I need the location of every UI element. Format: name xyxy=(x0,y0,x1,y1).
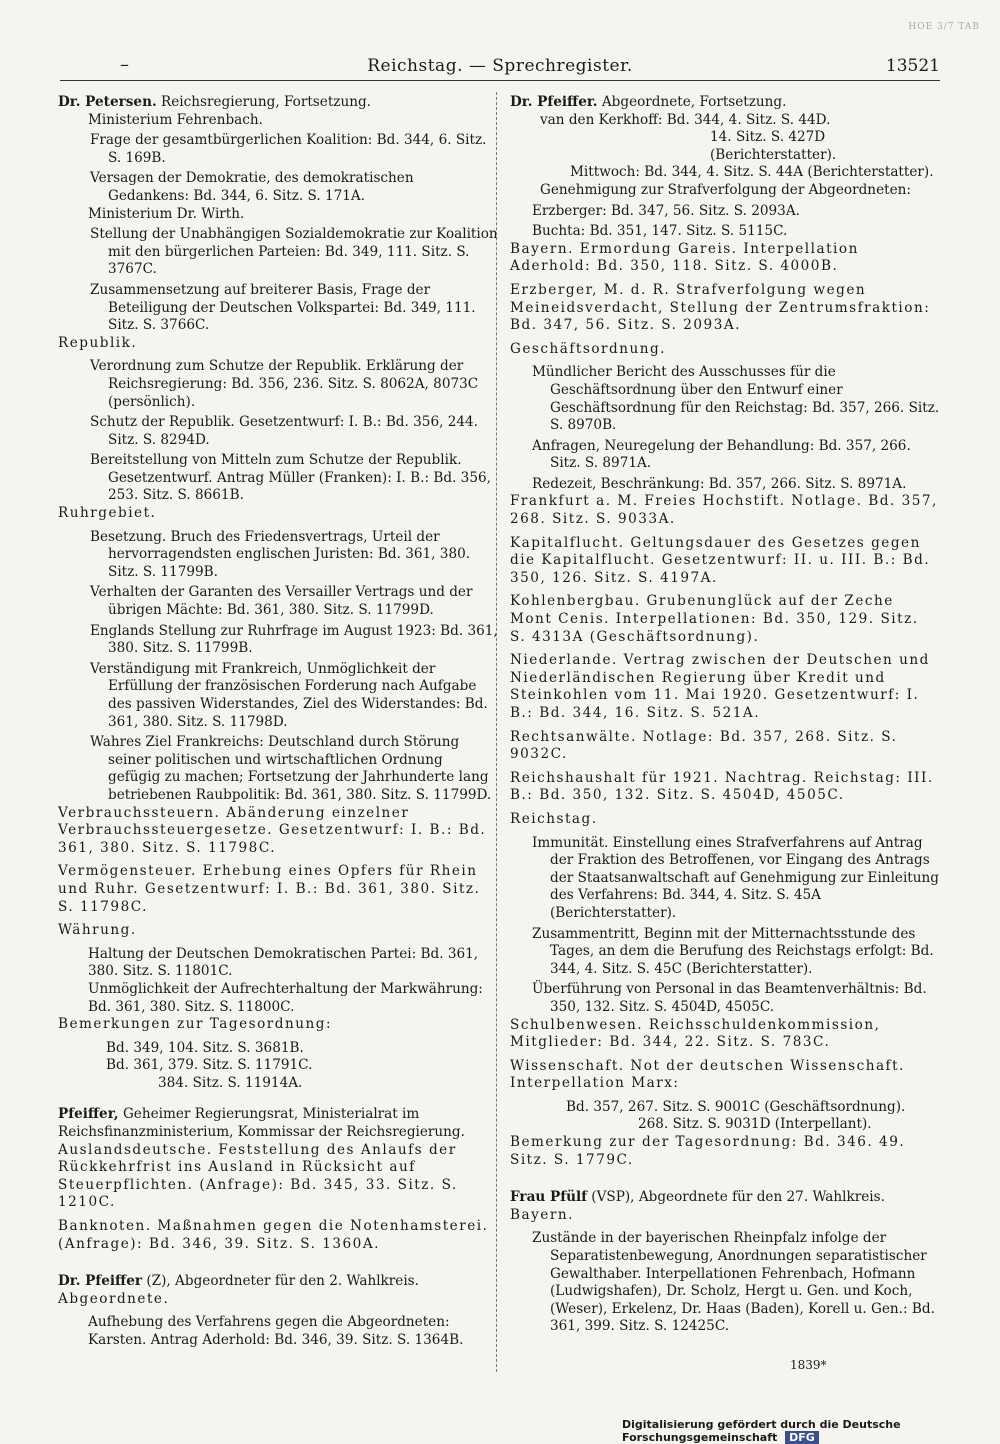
register-line: Anfragen, Neuregelung der Behandlung: Bd. 357, 266. Sitz. S. 8971A. xyxy=(532,437,911,472)
register-line: 268. Sitz. S. 9031D (Interpellant). xyxy=(638,1116,872,1133)
register-line: Bd. 349, 104. Sitz. S. 3681B. xyxy=(106,1039,304,1056)
person-description: Geheimer Regierungsrat, Ministerialrat im Reichsfinanzministerium, Kommissar der Reichsregierung. xyxy=(58,1106,465,1141)
register-line: Erzberger: Bd. 347, 56. Sitz. S. 2093A. xyxy=(532,202,800,219)
left-column xyxy=(58,94,498,1350)
subject-heading: Bemerkung zur der Tagesordnung: Bd. 346. 49. Sitz. S. 1779C. xyxy=(510,1134,906,1168)
register-line: Zusammentritt, Beginn mit der Mitternachtsstunde des Tages, an dem die Berufung des Reichstags erfolgt: Bd. 344, 4. Sitz. S. 45C (Berichterstatter). xyxy=(532,925,934,977)
subject-heading: Auslandsdeutsche. Feststellung des Anlaufs der Rückkehrfrist ins Ausland in Rücksicht auf Steuerpflichten. (Anfrage): Bd. 345, 33. Sitz. S. 1210C. xyxy=(58,1141,458,1211)
person-description: Abgeordnete, Fortsetzung. xyxy=(601,94,787,110)
person-description: Reichsregierung, Fortsetzung. xyxy=(161,94,371,110)
subject-heading: Geschäftsordnung. xyxy=(510,340,666,357)
register-line: Bereitstellung von Mitteln zum Schutze der Republik. Gesetzentwurf. Antrag Müller (Franken): I. B.: Bd. 356, 253. Sitz. S. 8661B. xyxy=(90,452,491,504)
register-line: Ministerium Fehrenbach. xyxy=(88,111,263,128)
register-line: van den Kerkhoff: Bd. 344, 4. Sitz. S. 44D. xyxy=(540,111,831,128)
spacer xyxy=(510,1175,940,1189)
person-name: Dr. Pfeiffer xyxy=(58,1273,143,1290)
spacer xyxy=(58,1259,498,1273)
subject-heading: Schulbenwesen. Reichsschuldenkommission, Mitglieder: Bd. 344, 22. Sitz. S. 783C. xyxy=(510,1016,881,1051)
register-line: Schutz der Republik. Gesetzentwurf: I. B.: Bd. 356, 244. Sitz. S. 8294D. xyxy=(90,414,479,448)
subject-heading: Bayern. xyxy=(510,1206,574,1223)
subject-heading: Währung. xyxy=(58,922,137,939)
register-line: 384. Sitz. S. 11914A. xyxy=(158,1074,303,1091)
subject-heading: Bemerkungen zur Tagesordnung: xyxy=(58,1016,333,1033)
register-entry-heading xyxy=(510,1189,940,1207)
register-line: Zustände in der bayerischen Rheinpfalz infolge der Separatistenbewegung, Anordnungen separatistischer Gewalthaber. Interpellationen Fehrenbach, Hofmann (Ludwigshafen), Dr. Scholz, Hergt u. Gen. und Koch, (Weser), Erkelenz, Dr. Haas (Baden), Korell u. Gen.: Bd. 361, 399. Sitz. S. 12425C. xyxy=(532,1230,935,1335)
subject-heading: Republik. xyxy=(58,334,138,351)
register-line: Englands Stellung zur Ruhrfrage im August 1923: Bd. 361, 380. Sitz. S. 11799B. xyxy=(90,622,498,657)
subject-heading: Ruhrgebiet. xyxy=(58,505,157,522)
person-name: Pfeiffer, xyxy=(58,1106,119,1123)
register-entry-heading xyxy=(58,1106,498,1141)
person-name: Dr. Petersen. xyxy=(58,94,157,110)
register-line: Wahres Ziel Frankreichs: Deutschland durch Störung seiner politischen und wirtschaftlichen Ordnung gefügig zu machen; Fortsetzung der Jahrhunderte lang betriebenen Raubpolitik: Bd. 361, 380. Sitz. S. 11799D. xyxy=(90,734,492,803)
subject-heading: Wissenschaft. Not der deutschen Wissenschaft. Interpellation Marx: xyxy=(510,1057,905,1092)
register-entry-heading xyxy=(510,94,940,112)
register-line: Mündlicher Bericht des Ausschusses für die Geschäftsordnung über den Entwurf einer Geschäftsordnung für den Reichstag: Bd. 357, 266. Sitz. S. 8970B. xyxy=(532,364,940,434)
register-entry-heading xyxy=(58,1273,498,1291)
register-line: Mittwoch: Bd. 344, 4. Sitz. S. 44A (Berichterstatter). xyxy=(570,164,934,181)
person-name: Frau Pfülf xyxy=(510,1189,587,1206)
subject-heading: Rechtsanwälte. Notlage: Bd. 357, 268. Sitz. S. 9032C. xyxy=(510,728,898,763)
register-line: Unmöglichkeit der Aufrechterhaltung der Markwährung: Bd. 361, 380. Sitz. S. 11800C. xyxy=(88,980,483,1015)
register-line: Versagen der Demokratie, des demokratischen Gedankens: Bd. 344, 6. Sitz. S. 171A. xyxy=(90,170,414,204)
subject-heading: Niederlande. Vertrag zwischen der Deutschen und Niederländischen Regierung über Kredit und Steinkohlen vom 11. Mai 1920. Gesetzentwurf: I. B.: Bd. 344, 16. Sitz. S. 521A. xyxy=(510,652,930,721)
page-header xyxy=(60,52,940,81)
register-entry-heading xyxy=(58,94,498,112)
person-description: (VSP), Abgeordnete für den 27. Wahlkreis. xyxy=(591,1189,885,1206)
register-line: Immunität. Einstellung eines Strafverfahrens auf Antrag der Fraktion des Betroffenen, vor Eingang des Antrags der Staatsanwaltschaft auf Genehmigung zur Einleitung des Verfahrens: Bd. 344, 4. Sitz. S. 45A (Berichterstatter). xyxy=(532,834,939,921)
register-line: Bd. 361, 379. Sitz. S. 11791C. xyxy=(106,1057,313,1074)
page-title: Reichstag. — Sprechregister. xyxy=(367,56,633,76)
foot-number: 1839* xyxy=(790,1358,827,1372)
register-line: Genehmigung zur Strafverfolgung der Abgeordneten: xyxy=(540,181,911,198)
register-line: Redezeit, Beschränkung: Bd. 357, 266. Sitz. S. 8971A. xyxy=(532,475,907,492)
register-line: 14. Sitz. S. 427D (Berichterstatter). xyxy=(710,129,837,163)
subject-heading: Banknoten. Maßnahmen gegen die Notenhamsterei. (Anfrage): Bd. 346, 39. Sitz. S. 1360A. xyxy=(58,1218,489,1252)
register-line: Bd. 357, 267. Sitz. S. 9001C (Geschäftsordnung). xyxy=(566,1098,906,1115)
person-description: (Z), Abgeordneter für den 2. Wahlkreis. xyxy=(146,1273,419,1290)
header-dash: – xyxy=(120,54,129,75)
register-line: Verständigung mit Frankreich, Unmöglichkeit der Erfüllung der französischen Forderung nach Aufgabe des passiven Widerstandes, Ziel des Widerstandes: Bd. 361, 380. Sitz. S. 11798D. xyxy=(90,660,488,730)
subject-heading: Reichshaushalt für 1921. Nachtrag. Reichstag: III. B.: Bd. 350, 132. Sitz. S. 4504D, 4505C. xyxy=(510,769,934,804)
subject-heading: Vermögensteuer. Erhebung eines Opfers für Rhein und Ruhr. Gesetzentwurf: I. B.: Bd. 361, 380. Sitz. S. 11798C. xyxy=(58,863,481,915)
register-line: Verhalten der Garanten des Versailler Vertrags und der übrigen Mächte: Bd. 361, 380. Sitz. S. 11799D. xyxy=(90,584,473,619)
subject-heading: Abgeordnete. xyxy=(58,1290,170,1307)
person-name: Dr. Pfeiffer. xyxy=(510,94,598,110)
register-line: Überführung von Personal in das Beamtenverhältnis: Bd. 350, 132. Sitz. S. 4504D, 4505C. xyxy=(532,981,927,1015)
subject-heading: Erzberger, M. d. R. Strafverfolgung wegen Meineidsverdacht, Stellung der Zentrumsfraktion: Bd. 347, 56. Sitz. S. 2093A. xyxy=(510,281,931,334)
register-line: Frage der gesamtbürgerlichen Koalition: Bd. 344, 6. Sitz. S. 169B. xyxy=(90,132,487,166)
register-line: Haltung der Deutschen Demokratischen Partei: Bd. 361, 380. Sitz. S. 11801C. xyxy=(88,945,479,980)
subject-heading: Reichstag. xyxy=(510,810,598,827)
register-line: Stellung der Unabhängigen Sozialdemokratie zur Koalition mit den bürgerlichen Parteien: Bd. 349, 111. Sitz. S. 3767C. xyxy=(90,226,498,278)
column-divider xyxy=(496,92,497,1372)
funding-footer xyxy=(622,1418,1000,1444)
register-line: Zusammensetzung auf breiterer Basis, Frage der Beteiligung der Deutschen Volkspartei: Bd. 349, 111. Sitz. S. 3766C. xyxy=(90,281,476,334)
register-line: Verordnung zum Schutze der Republik. Erklärung der Reichsregierung: Bd. 356, 236. Sitz. S. 8062A, 8073C (persönlich). xyxy=(90,358,479,410)
subject-heading: Bayern. Ermordung Gareis. Interpellation Aderhold: Bd. 350, 118. Sitz. S. 4000B. xyxy=(510,240,859,275)
register-line: Ministerium Dr. Wirth. xyxy=(88,205,245,222)
page-number: 13521 xyxy=(885,56,940,76)
library-stamp: HOE 3/7 TAB xyxy=(908,22,980,32)
subject-heading: Kohlenbergbau. Grubenunglück auf der Zeche Mont Cenis. Interpellationen: Bd. 350, 129. Sitz. S. 4313A (Geschäftsordnung). xyxy=(510,593,919,645)
register-line: Besetzung. Bruch des Friedensvertrags, Urteil der hervorragendsten englischen Juristen: Bd. 361, 380. Sitz. S. 11799B. xyxy=(90,528,471,580)
subject-heading: Frankfurt a. M. Freies Hochstift. Notlage. Bd. 357, 268. Sitz. S. 9033A. xyxy=(510,493,938,528)
right-column xyxy=(510,94,940,1336)
register-line: Buchta: Bd. 351, 147. Sitz. S. 5115C. xyxy=(532,223,788,240)
register-line: Aufhebung des Verfahrens gegen die Abgeordneten: Karsten. Antrag Aderhold: Bd. 346, 39. Sitz. S. 1364B. xyxy=(88,1314,464,1348)
footer-text: Digitalisierung gefördert durch die Deutsche Forschungsgemeinschaft xyxy=(622,1418,901,1444)
spacer xyxy=(58,1092,498,1106)
dfg-logo: DFG xyxy=(785,1431,819,1444)
subject-heading: Verbrauchssteuern. Abänderung einzelner Verbrauchssteuergesetze. Gesetzentwurf: I. B.: Bd. 361, 380. Sitz. S. 11798C. xyxy=(58,804,487,856)
subject-heading: Kapitalflucht. Geltungsdauer des Gesetzes gegen die Kapitalflucht. Gesetzentwurf: II. u. III. B.: Bd. 350, 126. Sitz. S. 4197A. xyxy=(510,534,931,586)
